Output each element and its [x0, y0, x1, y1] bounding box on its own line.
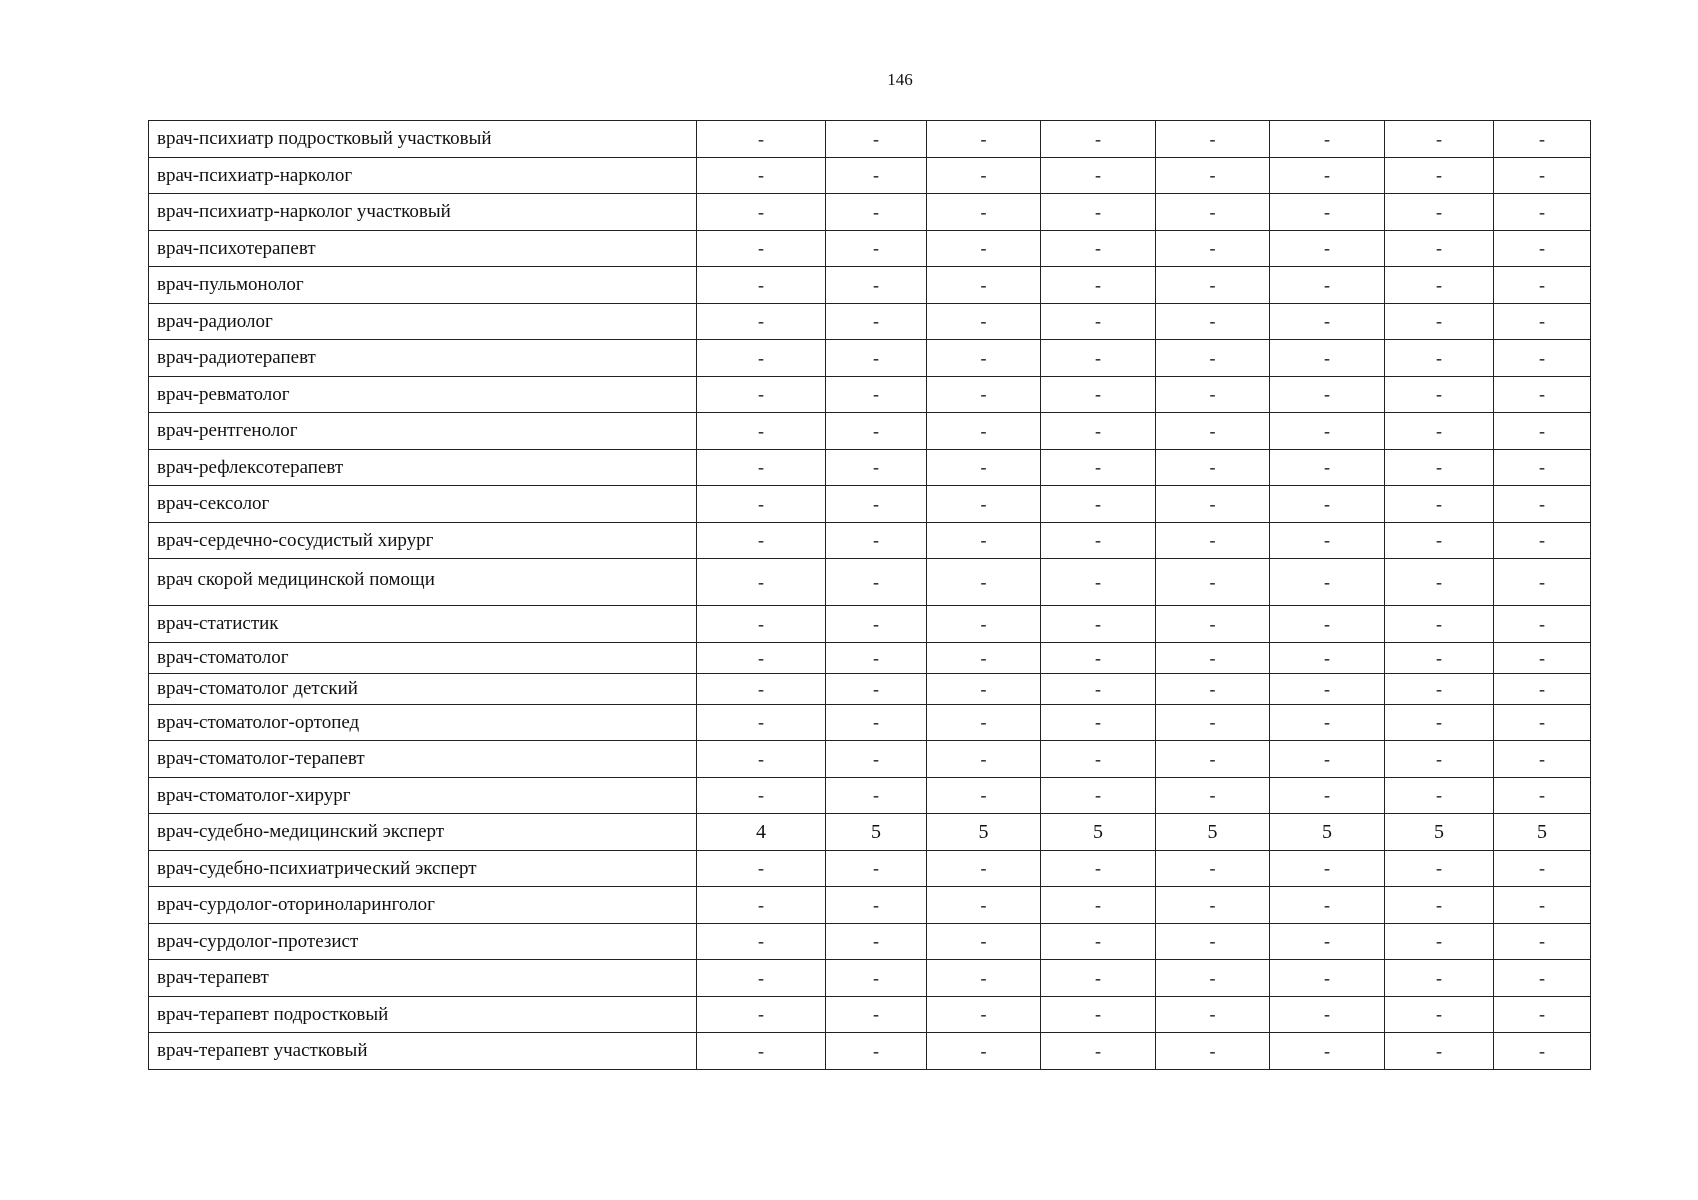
table-cell-value: -	[826, 413, 927, 450]
table-cell-value: -	[697, 850, 826, 887]
table-cell-value: -	[927, 887, 1041, 924]
table-cell-value: -	[1385, 303, 1494, 340]
table-cell-value: -	[1494, 923, 1591, 960]
table-cell-value: -	[1270, 522, 1385, 559]
table-cell-value: -	[1385, 850, 1494, 887]
table-row	[149, 376, 1591, 413]
row-label: врач-пульмонолог	[149, 267, 697, 304]
table-cell-value: -	[826, 157, 927, 194]
table-cell-value: -	[1494, 777, 1591, 814]
row-label: врач-статистик	[149, 606, 697, 643]
table-cell-value: 5	[1270, 814, 1385, 851]
table-cell-value: -	[1156, 449, 1270, 486]
table-cell-value: -	[927, 340, 1041, 377]
table-cell-value: -	[1385, 642, 1494, 673]
table-cell-value: -	[1156, 1033, 1270, 1070]
table-cell-value: 5	[927, 814, 1041, 851]
table-cell-value: -	[1041, 413, 1156, 450]
table-cell-value: -	[1041, 486, 1156, 523]
table-cell-value: -	[697, 157, 826, 194]
table-cell-value: -	[927, 960, 1041, 997]
table-cell-value: -	[1041, 157, 1156, 194]
table-cell-value: -	[826, 230, 927, 267]
table-cell-value: -	[826, 1033, 927, 1070]
table-cell-value: -	[1156, 121, 1270, 158]
table-cell-value: -	[1156, 303, 1270, 340]
table-cell-value: -	[826, 777, 927, 814]
table-cell-value: -	[826, 850, 927, 887]
table-cell-value: -	[1494, 887, 1591, 924]
table-row	[149, 413, 1591, 450]
row-label: врач-сексолог	[149, 486, 697, 523]
table-cell-value: -	[697, 673, 826, 704]
table-cell-value: -	[1156, 230, 1270, 267]
table-cell-value: -	[826, 704, 927, 741]
table-cell-value: -	[1041, 704, 1156, 741]
table-cell-value: -	[1270, 673, 1385, 704]
table-cell-value: -	[1041, 960, 1156, 997]
table-row	[149, 814, 1591, 851]
table-cell-value: -	[1041, 673, 1156, 704]
table-cell-value: -	[697, 303, 826, 340]
table-cell-value: -	[826, 996, 927, 1033]
row-label: врач-стоматолог	[149, 642, 697, 673]
table-cell-value: -	[1385, 1033, 1494, 1070]
table-cell-value: -	[1041, 230, 1156, 267]
table-cell-value: -	[1270, 267, 1385, 304]
table-cell-value: -	[927, 559, 1041, 606]
table-cell-value: -	[697, 996, 826, 1033]
table-cell-value: -	[1270, 960, 1385, 997]
table-cell-value: -	[1041, 741, 1156, 778]
table-cell-value: -	[1270, 850, 1385, 887]
table-cell-value: -	[697, 230, 826, 267]
table-cell-value: -	[1385, 777, 1494, 814]
table-cell-value: -	[1041, 449, 1156, 486]
table-row	[149, 704, 1591, 741]
table-cell-value: -	[1494, 850, 1591, 887]
table-cell-value: -	[1156, 376, 1270, 413]
table-row	[149, 606, 1591, 643]
row-label: врач скорой медицинской помощи	[149, 559, 697, 606]
table-cell-value: 5	[1385, 814, 1494, 851]
table-cell-value: -	[1385, 376, 1494, 413]
table-row	[149, 996, 1591, 1033]
table-cell-value: -	[1156, 741, 1270, 778]
table-cell-value: -	[1156, 522, 1270, 559]
table-cell-value: -	[697, 704, 826, 741]
table-cell-value: -	[826, 642, 927, 673]
table-row	[149, 486, 1591, 523]
table-cell-value: -	[1041, 887, 1156, 924]
table-cell-value: -	[1041, 522, 1156, 559]
table-cell-value: -	[1270, 486, 1385, 523]
row-label: врач-психиатр-нарколог участковый	[149, 194, 697, 231]
table-row	[149, 923, 1591, 960]
table-row	[149, 673, 1591, 704]
table-cell-value: -	[1041, 121, 1156, 158]
table-cell-value: -	[1385, 559, 1494, 606]
row-label: врач-сердечно-сосудистый хирург	[149, 522, 697, 559]
table-cell-value: -	[826, 960, 927, 997]
table-row	[149, 777, 1591, 814]
table-cell-value: -	[927, 606, 1041, 643]
table-cell-value: -	[1156, 559, 1270, 606]
table-cell-value: -	[697, 887, 826, 924]
row-label: врач-терапевт участковый	[149, 1033, 697, 1070]
table-cell-value: -	[1041, 559, 1156, 606]
table-cell-value: -	[1385, 996, 1494, 1033]
table-row	[149, 960, 1591, 997]
row-label: врач-рентгенолог	[149, 413, 697, 450]
table-row	[149, 642, 1591, 673]
table-cell-value: -	[1270, 376, 1385, 413]
table-cell-value: -	[927, 486, 1041, 523]
staffing-table-container	[148, 120, 1590, 1070]
table-cell-value: -	[1156, 157, 1270, 194]
table-cell-value: -	[826, 741, 927, 778]
table-cell-value: -	[1385, 121, 1494, 158]
table-cell-value: -	[1385, 522, 1494, 559]
table-cell-value: -	[1270, 303, 1385, 340]
table-cell-value: -	[826, 121, 927, 158]
table-cell-value: -	[1156, 267, 1270, 304]
table-cell-value: -	[1156, 413, 1270, 450]
table-cell-value: -	[1156, 996, 1270, 1033]
table-cell-value: -	[826, 449, 927, 486]
table-cell-value: -	[1270, 449, 1385, 486]
table-cell-value: -	[826, 673, 927, 704]
table-cell-value: -	[697, 340, 826, 377]
table-cell-value: -	[1494, 741, 1591, 778]
table-row	[149, 887, 1591, 924]
table-row	[149, 449, 1591, 486]
table-cell-value: -	[1270, 777, 1385, 814]
table-cell-value: -	[697, 923, 826, 960]
table-cell-value: -	[826, 522, 927, 559]
table-cell-value: -	[826, 194, 927, 231]
table-cell-value: -	[1385, 449, 1494, 486]
table-cell-value: -	[927, 673, 1041, 704]
table-cell-value: -	[697, 1033, 826, 1070]
table-cell-value: 5	[1041, 814, 1156, 851]
table-cell-value: -	[1494, 267, 1591, 304]
table-cell-value: -	[1494, 486, 1591, 523]
row-label: врач-радиотерапевт	[149, 340, 697, 377]
table-cell-value: -	[1385, 960, 1494, 997]
row-label: врач-стоматолог-хирург	[149, 777, 697, 814]
table-cell-value: -	[1385, 741, 1494, 778]
table-cell-value: -	[826, 606, 927, 643]
table-cell-value: 5	[1156, 814, 1270, 851]
staffing-table	[148, 120, 1591, 1070]
row-label: врач-психиатр-нарколог	[149, 157, 697, 194]
table-cell-value: -	[1494, 1033, 1591, 1070]
table-cell-value: -	[1385, 413, 1494, 450]
table-cell-value: -	[927, 121, 1041, 158]
table-cell-value: -	[1041, 606, 1156, 643]
row-label: врач-сурдолог-протезист	[149, 923, 697, 960]
table-cell-value: -	[697, 194, 826, 231]
table-cell-value: -	[1156, 777, 1270, 814]
table-cell-value: -	[1270, 1033, 1385, 1070]
table-cell-value: -	[1494, 230, 1591, 267]
table-cell-value: -	[1494, 559, 1591, 606]
table-cell-value: -	[697, 741, 826, 778]
table-cell-value: -	[826, 923, 927, 960]
table-cell-value: -	[826, 340, 927, 377]
table-cell-value: -	[927, 777, 1041, 814]
row-label: врач-ревматолог	[149, 376, 697, 413]
table-cell-value: -	[927, 1033, 1041, 1070]
table-row	[149, 522, 1591, 559]
table-cell-value: -	[1041, 303, 1156, 340]
table-row	[149, 741, 1591, 778]
table-cell-value: -	[697, 960, 826, 997]
table-cell-value: -	[697, 642, 826, 673]
table-cell-value: -	[927, 413, 1041, 450]
table-cell-value: -	[1041, 267, 1156, 304]
table-cell-value: -	[1156, 340, 1270, 377]
table-cell-value: -	[927, 194, 1041, 231]
table-cell-value: -	[927, 850, 1041, 887]
table-cell-value: -	[697, 376, 826, 413]
table-row	[149, 340, 1591, 377]
table-cell-value: -	[1494, 704, 1591, 741]
table-cell-value: -	[1270, 887, 1385, 924]
table-cell-value: -	[1385, 606, 1494, 643]
row-label: врач-терапевт	[149, 960, 697, 997]
table-cell-value: -	[1494, 376, 1591, 413]
table-cell-value: -	[1494, 449, 1591, 486]
table-row	[149, 303, 1591, 340]
table-cell-value: -	[927, 741, 1041, 778]
table-cell-value: -	[1385, 230, 1494, 267]
table-cell-value: -	[1494, 413, 1591, 450]
page-number: 146	[887, 70, 913, 89]
table-cell-value: -	[1156, 850, 1270, 887]
table-cell-value: -	[927, 267, 1041, 304]
row-label: врач-терапевт подростковый	[149, 996, 697, 1033]
row-label: врач-рефлексотерапевт	[149, 449, 697, 486]
table-cell-value: -	[1156, 923, 1270, 960]
table-cell-value: -	[1156, 960, 1270, 997]
table-cell-value: -	[1270, 642, 1385, 673]
table-cell-value: -	[826, 486, 927, 523]
table-cell-value: -	[927, 923, 1041, 960]
table-cell-value: -	[826, 267, 927, 304]
table-cell-value: -	[697, 606, 826, 643]
table-cell-value: -	[1270, 741, 1385, 778]
table-cell-value: -	[826, 887, 927, 924]
row-label: врач-стоматолог-терапевт	[149, 741, 697, 778]
table-cell-value: -	[1041, 376, 1156, 413]
table-cell-value: -	[1494, 157, 1591, 194]
table-cell-value: -	[1494, 996, 1591, 1033]
table-cell-value: -	[1385, 157, 1494, 194]
table-cell-value: -	[1156, 704, 1270, 741]
table-cell-value: -	[1494, 121, 1591, 158]
table-cell-value: -	[1270, 559, 1385, 606]
table-cell-value: -	[1385, 673, 1494, 704]
table-cell-value: -	[927, 157, 1041, 194]
table-cell-value: -	[1041, 923, 1156, 960]
table-cell-value: -	[1041, 850, 1156, 887]
table-cell-value: -	[697, 559, 826, 606]
table-cell-value: -	[1270, 121, 1385, 158]
table-cell-value: -	[697, 413, 826, 450]
table-cell-value: -	[1494, 642, 1591, 673]
table-row	[149, 1033, 1591, 1070]
table-cell-value: -	[1494, 673, 1591, 704]
table-cell-value: -	[1156, 887, 1270, 924]
table-cell-value: -	[1041, 340, 1156, 377]
table-cell-value: -	[1385, 340, 1494, 377]
table-cell-value: -	[826, 559, 927, 606]
row-label: врач-радиолог	[149, 303, 697, 340]
table-cell-value: -	[697, 777, 826, 814]
table-cell-value: -	[697, 449, 826, 486]
table-row	[149, 559, 1591, 606]
table-cell-value: -	[1270, 340, 1385, 377]
table-cell-value: -	[1494, 522, 1591, 559]
table-row	[149, 194, 1591, 231]
table-cell-value: 5	[1494, 814, 1591, 851]
table-cell-value: -	[927, 996, 1041, 1033]
table-cell-value: -	[1494, 303, 1591, 340]
table-cell-value: -	[1494, 960, 1591, 997]
row-label: врач-судебно-психиатрический эксперт	[149, 850, 697, 887]
table-body	[149, 121, 1591, 1070]
table-cell-value: -	[1156, 486, 1270, 523]
table-cell-value: -	[927, 704, 1041, 741]
table-cell-value: -	[1041, 194, 1156, 231]
table-cell-value: -	[1270, 704, 1385, 741]
table-cell-value: -	[927, 230, 1041, 267]
table-cell-value: -	[697, 522, 826, 559]
table-cell-value: -	[1385, 486, 1494, 523]
table-cell-value: -	[826, 303, 927, 340]
row-label: врач-стоматолог-ортопед	[149, 704, 697, 741]
table-cell-value: -	[927, 642, 1041, 673]
table-cell-value: -	[1270, 230, 1385, 267]
table-cell-value: -	[1156, 673, 1270, 704]
table-cell-value: -	[1494, 606, 1591, 643]
table-cell-value: -	[1041, 642, 1156, 673]
table-cell-value: -	[1270, 923, 1385, 960]
table-row	[149, 230, 1591, 267]
table-row	[149, 157, 1591, 194]
table-cell-value: -	[1156, 606, 1270, 643]
table-cell-value: -	[1494, 340, 1591, 377]
table-cell-value: -	[1041, 996, 1156, 1033]
table-cell-value: -	[1385, 887, 1494, 924]
table-cell-value: -	[1270, 157, 1385, 194]
table-cell-value: -	[1385, 194, 1494, 231]
row-label: врач-психотерапевт	[149, 230, 697, 267]
table-cell-value: -	[1494, 194, 1591, 231]
table-cell-value: 4	[697, 814, 826, 851]
table-cell-value: -	[927, 522, 1041, 559]
row-label: врач-стоматолог детский	[149, 673, 697, 704]
table-cell-value: -	[697, 121, 826, 158]
row-label: врач-сурдолог-оториноларинголог	[149, 887, 697, 924]
table-cell-value: 5	[826, 814, 927, 851]
table-cell-value: -	[697, 486, 826, 523]
table-cell-value: -	[1385, 704, 1494, 741]
table-cell-value: -	[1041, 777, 1156, 814]
table-row	[149, 267, 1591, 304]
row-label: врач-психиатр подростковый участковый	[149, 121, 697, 158]
table-cell-value: -	[1156, 194, 1270, 231]
table-cell-value: -	[1385, 267, 1494, 304]
table-cell-value: -	[1041, 1033, 1156, 1070]
table-cell-value: -	[826, 376, 927, 413]
table-cell-value: -	[1385, 923, 1494, 960]
table-cell-value: -	[1270, 413, 1385, 450]
row-label: врач-судебно-медицинский эксперт	[149, 814, 697, 851]
table-row	[149, 850, 1591, 887]
table-cell-value: -	[927, 449, 1041, 486]
table-cell-value: -	[927, 303, 1041, 340]
table-cell-value: -	[1270, 606, 1385, 643]
table-cell-value: -	[1270, 194, 1385, 231]
table-cell-value: -	[697, 267, 826, 304]
table-cell-value: -	[1156, 642, 1270, 673]
table-cell-value: -	[1270, 996, 1385, 1033]
table-cell-value: -	[927, 376, 1041, 413]
table-row	[149, 121, 1591, 158]
